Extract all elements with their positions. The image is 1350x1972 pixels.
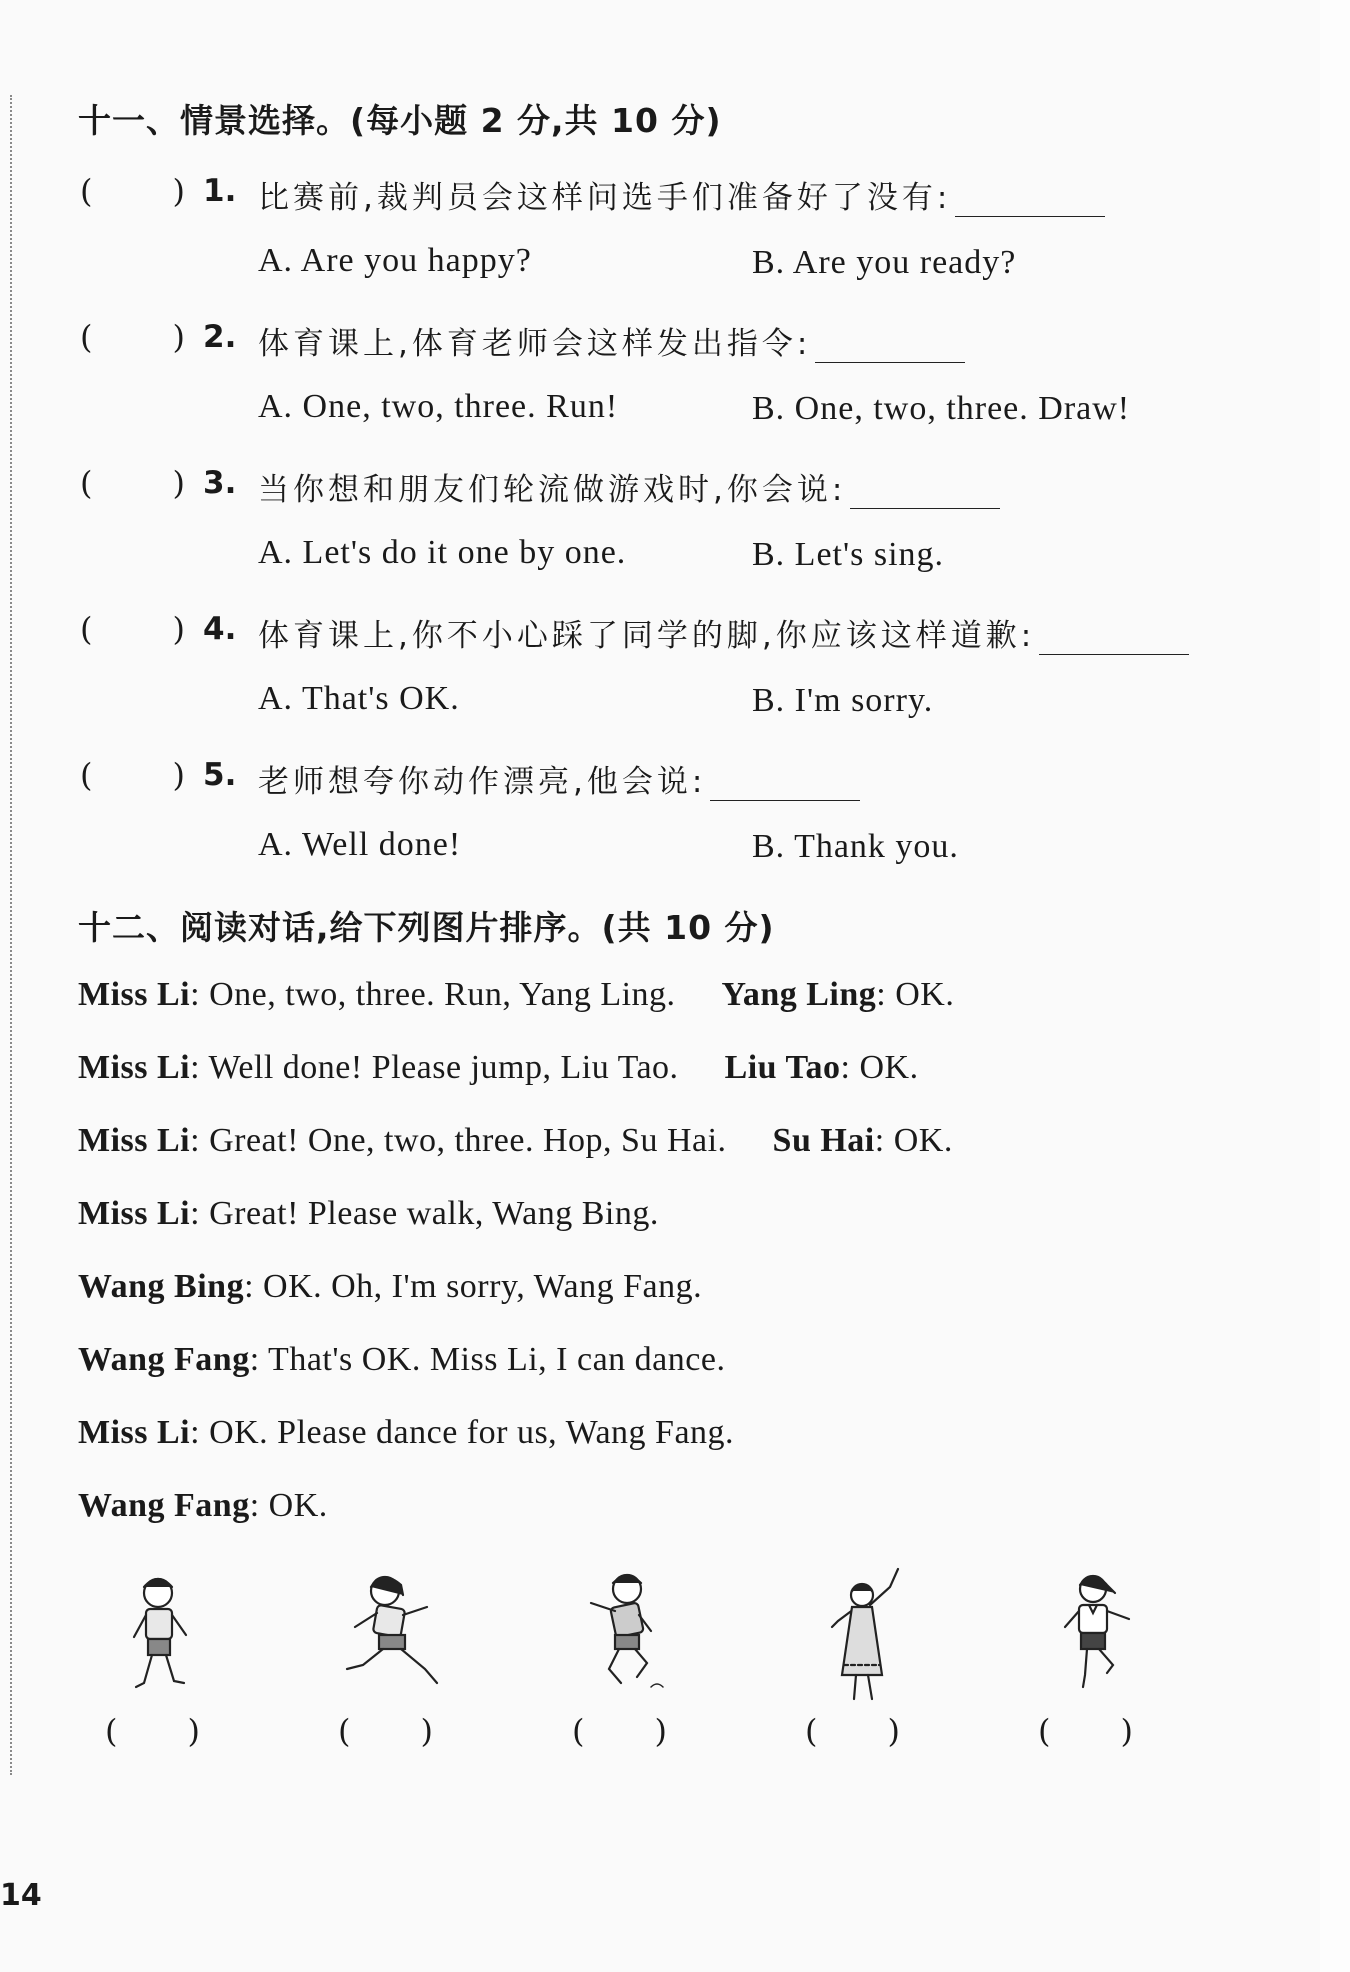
dialogue-text: : That's OK. Miss Li, I can dance. (249, 1341, 726, 1378)
paren-close: ) (172, 318, 185, 356)
speaker-name: Wang Fang (78, 1487, 250, 1524)
answer-bracket-4[interactable] (80, 610, 185, 648)
option-b-2: B. One, two, three. Draw! (752, 390, 1131, 427)
paren-close: ) (187, 1712, 200, 1750)
dialogue-line-5 (78, 1268, 702, 1306)
paren-open: ( (1038, 1712, 1051, 1750)
speaker-name: Liu Tao (724, 1049, 841, 1086)
paren-open: ( (338, 1712, 351, 1750)
question-stem: 老师想夸你动作漂亮,他会说: (258, 764, 707, 800)
answer-bracket-3[interactable] (80, 464, 185, 502)
section-12-title: 十二、阅读对话,给下列图片排序。(共 10 分) (78, 908, 775, 947)
answer-blank[interactable] (850, 478, 1000, 509)
question-stem: 比赛前,裁判员会这样问选手们准备好了没有: (258, 180, 952, 216)
dialogue-text: : Well done! Please jump, Liu Tao. (190, 1049, 679, 1086)
paren-open: ( (80, 610, 93, 648)
dialogue-text: : OK. (249, 1487, 328, 1524)
question-text-4 (258, 610, 1189, 655)
paren-open: ( (80, 318, 93, 356)
speaker-name: Wang Bing (78, 1268, 245, 1305)
dialogue-line-1 (78, 976, 954, 1014)
dialogue-line-6 (78, 1341, 725, 1379)
paren-close: ) (172, 172, 185, 210)
dialogue-text: : OK. (876, 976, 955, 1013)
dialogue-line-8 (78, 1487, 328, 1525)
dialogue-text: : OK. (874, 1122, 953, 1159)
dialogue-text: : OK. Please dance for us, Wang Fang. (190, 1414, 735, 1451)
question-stem: 当你想和朋友们轮流做游戏时,你会说: (258, 472, 847, 508)
option-b-4: B. I'm sorry. (752, 682, 934, 719)
speaker-name: Miss Li (78, 1122, 191, 1159)
answer-blank[interactable] (955, 186, 1105, 217)
option-a-4: A. That's OK. (258, 680, 460, 717)
option-b-5: B. Thank you. (752, 828, 959, 865)
dialogue-text: : One, two, three. Run, Yang Ling. (190, 976, 676, 1013)
option-a-3: A. Let's do it one by one. (258, 534, 627, 571)
picture-answer-bracket-1[interactable] (105, 1712, 200, 1750)
dialogue-text: : OK. Oh, I'm sorry, Wang Fang. (244, 1268, 703, 1305)
binding-dotted-line (10, 95, 12, 1775)
option-a-2: A. One, two, three. Run! (258, 388, 619, 425)
paren-open: ( (105, 1712, 118, 1750)
answer-blank[interactable] (815, 332, 965, 363)
question-text-2 (258, 318, 965, 363)
paren-open: ( (572, 1712, 585, 1750)
option-b-1: B. Are you ready? (752, 244, 1017, 281)
hopping-girl-picture (1033, 1565, 1163, 1715)
paren-close: ) (1120, 1712, 1133, 1750)
answer-bracket-2[interactable] (80, 318, 185, 356)
question-stem: 体育课上,你不小心踩了同学的脚,你应该这样道歉: (258, 618, 1036, 654)
paren-close: ) (654, 1712, 667, 1750)
paren-close: ) (887, 1712, 900, 1750)
answer-blank[interactable] (710, 770, 860, 801)
speaker-name: Su Hai (772, 1122, 875, 1159)
dialogue-line-2 (78, 1049, 919, 1087)
speaker-name: Yang Ling (721, 976, 877, 1013)
dialogue-text: : Great! Please walk, Wang Bing. (190, 1195, 659, 1232)
paren-close: ) (172, 464, 185, 502)
picture-answer-bracket-5[interactable] (1038, 1712, 1133, 1750)
question-number-1: 1. (203, 173, 237, 209)
option-a-1: A. Are you happy? (258, 242, 532, 279)
answer-bracket-1[interactable] (80, 172, 185, 210)
walking-boy-picture (100, 1565, 230, 1715)
speaker-name: Miss Li (78, 1414, 191, 1451)
dialogue-line-7 (78, 1414, 734, 1452)
option-b-3: B. Let's sing. (752, 536, 945, 573)
question-text-1 (258, 172, 1105, 217)
paren-open: ( (80, 172, 93, 210)
paren-open: ( (80, 756, 93, 794)
picture-answer-bracket-2[interactable] (338, 1712, 433, 1750)
speaker-name: Miss Li (78, 1195, 191, 1232)
question-stem: 体育课上,体育老师会这样发出指令: (258, 326, 812, 362)
paren-close: ) (420, 1712, 433, 1750)
speaker-name: Miss Li (78, 1049, 191, 1086)
paren-open: ( (80, 464, 93, 502)
answer-blank[interactable] (1039, 624, 1189, 655)
paren-close: ) (172, 756, 185, 794)
option-a-5: A. Well done! (258, 826, 462, 863)
paren-close: ) (172, 610, 185, 648)
jumping-boy-picture (567, 1565, 697, 1715)
question-number-5: 5. (203, 757, 237, 793)
speaker-name: Miss Li (78, 976, 191, 1013)
paren-open: ( (805, 1712, 818, 1750)
picture-answer-bracket-4[interactable] (805, 1712, 900, 1750)
page-number: 14 (0, 1878, 42, 1913)
dialogue-text: : Great! One, two, three. Hop, Su Hai. (190, 1122, 727, 1159)
answer-bracket-5[interactable] (80, 756, 185, 794)
dialogue-text: : OK. (840, 1049, 919, 1086)
question-number-4: 4. (203, 611, 237, 647)
question-number-3: 3. (203, 465, 237, 501)
running-girl-picture (333, 1565, 463, 1715)
question-text-5 (258, 756, 860, 801)
dialogue-line-4 (78, 1195, 659, 1233)
dialogue-line-3 (78, 1122, 953, 1160)
speaker-name: Wang Fang (78, 1341, 250, 1378)
section-11-title: 十一、情景选择。(每小题 2 分,共 10 分) (78, 101, 722, 140)
dancing-girl-picture (800, 1565, 930, 1715)
picture-answer-bracket-3[interactable] (572, 1712, 667, 1750)
question-number-2: 2. (203, 319, 237, 355)
question-text-3 (258, 464, 1000, 509)
